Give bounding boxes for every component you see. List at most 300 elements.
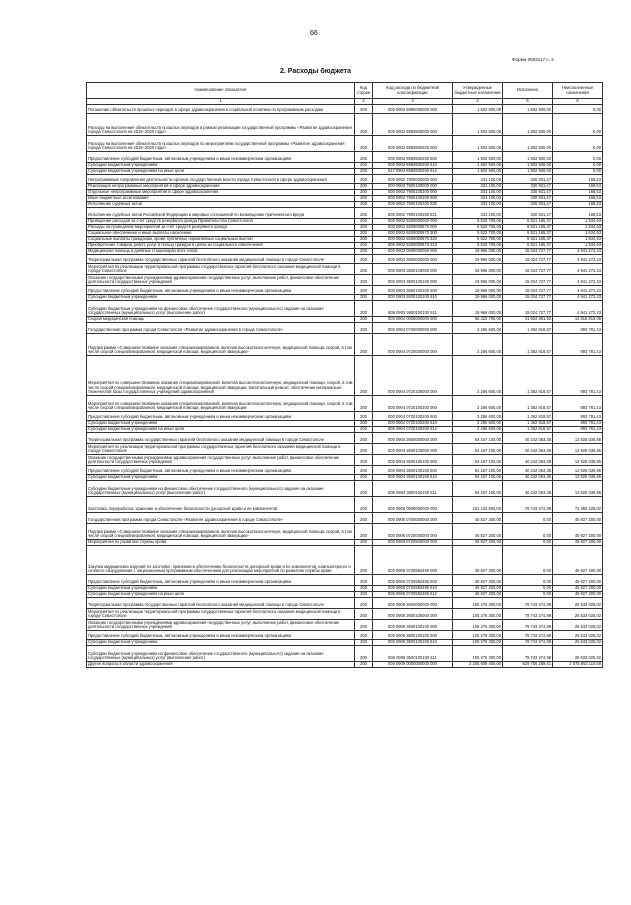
table-row: [87, 105, 603, 114]
row-name: Скорая медицинская помощь: [87, 317, 355, 323]
row-approved: 19 966 000,00: [453, 264, 503, 275]
row-approved: 1 602 500,00: [453, 163, 503, 169]
row-executed: 330 931,47: [503, 184, 553, 190]
table-row: [87, 598, 603, 609]
row-unexecuted: 13 925 036,65: [553, 481, 603, 497]
row-budget-code: 000 0906 0720582490 000: [373, 546, 453, 575]
row-approved: 5 522 700,00: [453, 237, 503, 243]
table-row: [87, 620, 603, 631]
row-budget-code: 806 0904 3600100100 611: [373, 481, 453, 497]
row-budget-code: 806 0906 0720582490 612: [373, 592, 453, 598]
row-executed: 0,00: [503, 540, 553, 546]
table-row: [87, 444, 603, 455]
row-budget-code: 000 0902 9200000000 000: [373, 219, 453, 225]
row-unexecuted: 45 827 200,00: [553, 540, 603, 546]
row-budget-code: 000 0909 0000000000 000: [373, 662, 453, 668]
row-name: Исполнение судебных актов Российской Федерации и мировых соглашений по возмещению причиненного вреда: [87, 208, 355, 219]
row-budget-code: 000 0906 0720582490 610: [373, 586, 453, 592]
row-name: Мероприятия по реализации территориальной программы государственных гарантий бесплатного оказания медицинской помощи в городе Севастополе: [87, 609, 355, 620]
row-line-code: 200: [355, 163, 373, 169]
table-row: [87, 466, 603, 475]
row-unexecuted: 893 781,43: [553, 412, 603, 421]
row-line-code: 200: [355, 286, 373, 295]
row-executed: 15 024 727,77: [503, 286, 553, 295]
row-name: Заготовка, переработка, хранение и обеспечение безопасности донорской крови и ее компонентов: [87, 497, 355, 513]
row-executed: 15 024 727,77: [503, 301, 553, 317]
row-name: Оказание государственными учреждениями здравоохранения государственных услуг, выполнение работ, финансовое обеспечение деятельности государственных учреждений: [87, 620, 355, 631]
row-line-code: 200: [355, 114, 373, 136]
row-budget-code: 000 0902 7900100000 000: [373, 184, 453, 190]
row-approved: 54 167 100,00: [453, 466, 503, 475]
row-budget-code: 000 0904 3600100100 600: [373, 466, 453, 475]
row-line-code: 200: [355, 546, 373, 575]
section-title: 2. Расходы бюджета: [280, 68, 351, 75]
row-name: Оказание государственными учреждениями здравоохранения государственных услуг, выполнение работ, финансовое обеспечение деятельности государственных учреждений: [87, 455, 355, 466]
row-name: Субсидии бюджетным учреждениям: [87, 421, 355, 427]
row-approved: 105 276 300,00: [453, 609, 503, 620]
row-unexecuted: 4 941 272,23: [553, 249, 603, 255]
row-name: Расходы на выполнение обязательств прошлых периодов по мероприятиям государственной программы «Развитие здравоохранения города Севастополя на 2015–2020 годы»: [87, 136, 355, 152]
row-unexecuted: 45 827 200,00: [553, 586, 603, 592]
row-line-code: 200: [355, 466, 373, 475]
row-unexecuted: 1 534,63: [553, 243, 603, 249]
row-approved: 331 100,00: [453, 196, 503, 202]
row-budget-code: 000 0903 3600100000 000: [373, 264, 453, 275]
row-unexecuted: 26 533 025,02: [553, 598, 603, 609]
row-approved: 2 256 600,00: [453, 323, 503, 334]
row-line-code: 200: [355, 421, 373, 427]
row-unexecuted: 26 533 025,02: [553, 620, 603, 631]
row-budget-code: 000 0906 0720582490 600: [373, 575, 453, 586]
table-row: [87, 356, 603, 396]
row-unexecuted: 4 941 272,23: [553, 264, 603, 275]
row-budget-code: 000 0903 3600100100 000: [373, 275, 453, 286]
row-line-code: 200: [355, 175, 373, 184]
row-executed: 0,00: [503, 586, 553, 592]
row-approved: 2 256 600,00: [453, 421, 503, 427]
row-approved: 45 827 200,00: [453, 575, 503, 586]
row-unexecuted: 45 827 200,00: [553, 546, 603, 575]
row-budget-code: 000 0903 3600000000 000: [373, 255, 453, 264]
row-unexecuted: 2 675 853 110,59: [553, 662, 603, 668]
row-name: Подпрограмма «Совершенствование оказания специализированной, включая высокотехнологичную, медицинской помощи, скорой, в том числе скорой специализированной, медицинской помощи, медицинской эвакуации»: [87, 524, 355, 540]
row-name: Погашение обязательств прошлых периодов в сфере здравоохранения и социальной политики по программным расходам: [87, 105, 355, 114]
row-unexecuted: 4 941 272,23: [553, 295, 603, 301]
row-budget-code: 000 0902 6993500000 000: [373, 114, 453, 136]
row-name: Субсидии бюджетным учреждениям: [87, 295, 355, 301]
row-name: Предоставление субсидий бюджетным, автономным учреждениям и иным некоммерческим организациям: [87, 286, 355, 295]
row-approved: 54 167 100,00: [453, 475, 503, 481]
row-approved: 45 827 200,00: [453, 586, 503, 592]
row-budget-code: 806 0903 3600100100 611: [373, 301, 453, 317]
row-executed: 529 756 289,41: [503, 662, 553, 668]
row-budget-code: 000 0902 7900000000 000: [373, 175, 453, 184]
row-unexecuted: 45 827 200,00: [553, 575, 603, 586]
row-unexecuted: 13 925 036,65: [553, 475, 603, 481]
row-line-code: 200: [355, 190, 373, 196]
row-budget-code: 000 0902 6993500200 610: [373, 163, 453, 169]
row-executed: 1 362 818,57: [503, 421, 553, 427]
row-budget-code: 806 0906 3600100100 611: [373, 646, 453, 662]
row-name: Субсидии бюджетным учреждениям: [87, 640, 355, 646]
row-executed: 1 362 818,57: [503, 412, 553, 421]
table-row: [87, 114, 603, 136]
row-approved: 19 966 000,00: [453, 286, 503, 295]
row-name: Социальные выплаты гражданам, кроме публичных нормативных социальных выплат: [87, 237, 355, 243]
row-line-code: 200: [355, 575, 373, 586]
row-unexecuted: 4 941 272,23: [553, 255, 603, 264]
row-budget-code: 000 0902 9200000870 300: [373, 231, 453, 237]
row-budget-code: 806 0902 7900100200 831: [373, 208, 453, 219]
row-unexecuted: 1 534,63: [553, 231, 603, 237]
row-name: Мероприятия по совершенствованию оказания специализированной, включая высокотехнологичную, медицинской помощи, скорой, в том числе скорой специализированной, медицинской помощи, медицинской эвакуации: [87, 396, 355, 412]
row-line-code: 200: [355, 620, 373, 631]
row-unexecuted: 26 533 025,02: [553, 609, 603, 620]
table-row: [87, 631, 603, 640]
table-row: [87, 455, 603, 466]
header-name: Наименование показателя: [87, 83, 355, 99]
row-budget-code: 000 0904 3600100100 000: [373, 455, 453, 466]
row-executed: 78 743 274,98: [503, 609, 553, 620]
row-name: Предоставление субсидий бюджетным, автономным учреждениям и иным некоммерческим организациям: [87, 412, 355, 421]
row-name: Отдельные непрограммные мероприятия в сфере здравоохранения: [87, 190, 355, 196]
row-approved: 331 100,00: [453, 202, 503, 208]
row-name: Мероприятия по реализации территориальной программы государственных гарантий бесплатного оказания медицинской помощи в городе Севастополе: [87, 264, 355, 275]
row-name: Предоставление субсидий бюджетным, автономным учреждениям и иным некоммерческим организациям: [87, 152, 355, 163]
row-line-code: 200: [355, 202, 373, 208]
row-line-code: 200: [355, 433, 373, 444]
row-executed: 5 521 165,37: [503, 219, 553, 225]
row-unexecuted: 0,00: [553, 136, 603, 152]
row-name: Медицинская помощь в дневных стационарах всех типов: [87, 249, 355, 255]
row-unexecuted: 13 925 036,65: [553, 466, 603, 475]
row-unexecuted: 45 827 200,00: [553, 592, 603, 598]
row-unexecuted: 893 781,43: [553, 356, 603, 396]
row-unexecuted: 0,00: [553, 169, 603, 175]
row-budget-code: 000 0906 3600100100 610: [373, 640, 453, 646]
row-line-code: 200: [355, 184, 373, 190]
row-executed: 15 024 727,77: [503, 264, 553, 275]
table-row: [87, 481, 603, 497]
table-row: [87, 546, 603, 575]
row-approved: 1 602 500,00: [453, 105, 503, 114]
row-unexecuted: 26 533 025,02: [553, 640, 603, 646]
row-approved: 2 256 600,00: [453, 427, 503, 433]
row-line-code: 200: [355, 317, 373, 323]
row-line-code: 200: [355, 219, 373, 225]
row-budget-code: 000 0906 3600000000 000: [373, 598, 453, 609]
row-executed: 40 242 063,35: [503, 455, 553, 466]
row-line-code: 200: [355, 646, 373, 662]
table-row: [87, 497, 603, 513]
row-name: Расходы на проведение мероприятий за счет средств резервного фонда: [87, 225, 355, 231]
row-approved: 19 966 000,00: [453, 301, 503, 317]
row-name: Оказание государственными учреждениями здравоохранения государственных услуг, выполнение работ, финансовое обеспечение деятельности государственных учреждений: [87, 275, 355, 286]
row-unexecuted: 893 781,43: [553, 396, 603, 412]
row-unexecuted: 893 781,43: [553, 323, 603, 334]
row-executed: 1 602 500,00: [503, 105, 553, 114]
row-approved: 54 167 100,00: [453, 444, 503, 455]
row-executed: 1 362 818,57: [503, 427, 553, 433]
row-budget-code: 000 0906 0700000000 000: [373, 513, 453, 524]
row-executed: 1 602 500,00: [503, 169, 553, 175]
row-unexecuted: 168,53: [553, 196, 603, 202]
row-approved: 105 276 300,00: [453, 640, 503, 646]
row-budget-code: 000 0902 6990000000 000: [373, 105, 453, 114]
table-row: [87, 513, 603, 524]
row-line-code: 200: [355, 497, 373, 513]
row-line-code: 200: [355, 412, 373, 421]
row-executed: 78 743 274,98: [503, 598, 553, 609]
row-line-code: 200: [355, 208, 373, 219]
row-name: Субсидии бюджетным учреждениям на иные цели: [87, 169, 355, 175]
row-name: Предоставление субсидий бюджетным, автономным учреждениям и иным некоммерческим организациям: [87, 466, 355, 475]
row-budget-code: 000 0903 0000000000 000: [373, 249, 453, 255]
index-cell: 1: [87, 99, 355, 105]
row-line-code: 200: [355, 275, 373, 286]
row-budget-code: 000 0904 0720100200 000: [373, 396, 453, 412]
row-unexecuted: 13 925 036,65: [553, 444, 603, 455]
table-row: [87, 524, 603, 540]
row-name: Субсидии бюджетным учреждениям: [87, 475, 355, 481]
row-executed: 330 931,47: [503, 175, 553, 184]
row-name: Подпрограмма «Совершенствование оказания специализированной, включая высокотехнологичную, медицинской помощи, скорой, в том числе скорой специализированной, медицинской помощи, медицинской эвакуации»: [87, 334, 355, 356]
row-line-code: 200: [355, 609, 373, 620]
row-unexecuted: 26 533 025,02: [553, 631, 603, 640]
row-executed: 0,00: [503, 513, 553, 524]
row-unexecuted: 893 781,43: [553, 427, 603, 433]
row-unexecuted: 168,53: [553, 190, 603, 196]
row-line-code: 200: [355, 586, 373, 592]
row-executed: 15 024 727,77: [503, 295, 553, 301]
row-unexecuted: 45 827 200,00: [553, 513, 603, 524]
row-executed: 5 521 165,37: [503, 237, 553, 243]
row-budget-code: 000 0906 0720500000 000: [373, 540, 453, 546]
row-executed: 40 242 063,35: [503, 481, 553, 497]
row-name: Субсидии бюджетным учреждениям на иные цели: [87, 592, 355, 598]
row-budget-code: 000 0903 3600100100 600: [373, 286, 453, 295]
row-unexecuted: 13 925 036,65: [553, 433, 603, 444]
row-executed: 1 362 818,57: [503, 356, 553, 396]
row-budget-code: 000 0906 3600100000 000: [373, 609, 453, 620]
row-approved: 45 827 200,00: [453, 592, 503, 598]
row-budget-code: 000 0904 0720000000 000: [373, 334, 453, 356]
table-row: [87, 662, 603, 668]
row-name: Субсидии бюджетным учреждениям на иные цели: [87, 427, 355, 433]
row-name: Проведение расходов за счет средств резервного фонда Правительства Севастополя: [87, 219, 355, 225]
row-unexecuted: 893 781,43: [553, 334, 603, 356]
row-approved: 2 256 600,00: [453, 356, 503, 396]
row-unexecuted: 0,00: [553, 163, 603, 169]
row-name: Государственная программа города Севастополя «Развитие здравоохранения в городе Севастополе»: [87, 323, 355, 334]
row-budget-code: 000 0906 3600100100 000: [373, 620, 453, 631]
table-row: [87, 334, 603, 356]
row-line-code: 200: [355, 295, 373, 301]
row-approved: 54 167 100,00: [453, 481, 503, 497]
row-unexecuted: 168,53: [553, 202, 603, 208]
row-unexecuted: 4 941 272,23: [553, 301, 603, 317]
row-line-code: 200: [355, 455, 373, 466]
row-approved: 1 602 500,00: [453, 136, 503, 152]
row-approved: 3 205 609 400,00: [453, 662, 503, 668]
row-name: Расходы на выполнение обязательств прошлых периодов в рамках реализации государственной программы «Развитие здравоохранения города Севастополя на 2015–2020 годы»: [87, 114, 355, 136]
row-budget-code: 000 0902 6993500200 600: [373, 152, 453, 163]
row-line-code: 200: [355, 136, 373, 152]
row-executed: 78 743 274,98: [503, 497, 553, 513]
row-executed: 78 743 274,98: [503, 631, 553, 640]
row-line-code: 200: [355, 105, 373, 114]
row-name: Закупка медицинских изделий по заготовке, хранению и обеспечению безопасности донорской крови и ее компонентов, компьютерного и сетевого оборудования с лицензионным программным обеспечением для реализации мероприятий по развитию службы крови: [87, 546, 355, 575]
row-executed: 330 931,47: [503, 208, 553, 219]
row-line-code: 200: [355, 640, 373, 646]
row-approved: 45 827 200,00: [453, 524, 503, 540]
row-name: Субсидии бюджетным учреждениям: [87, 586, 355, 592]
row-unexecuted: 13 925 036,65: [553, 455, 603, 466]
row-line-code: 200: [355, 249, 373, 255]
row-name: Предоставление субсидий бюджетным, автономным учреждениям и иным некоммерческим организациям: [87, 575, 355, 586]
row-name: Субсидии бюджетным учреждениям: [87, 163, 355, 169]
table-row: [87, 396, 603, 412]
row-budget-code: 000 0902 6993500200 000: [373, 136, 453, 152]
row-unexecuted: 4 941 272,23: [553, 286, 603, 295]
row-name: Непрограммные направления деятельности органов государственной власти города Севастополя в сфере здравоохранения: [87, 175, 355, 184]
row-executed: 1 362 818,57: [503, 334, 553, 356]
row-executed: 5 521 165,37: [503, 231, 553, 237]
row-approved: 151 103 500,00: [453, 497, 503, 513]
row-executed: 1 602 500,00: [503, 114, 553, 136]
row-executed: 5 521 165,37: [503, 225, 553, 231]
row-line-code: 200: [355, 475, 373, 481]
index-cell: 4: [453, 99, 503, 105]
row-approved: 5 522 700,00: [453, 219, 503, 225]
row-budget-code: 000 0904 0700000000 000: [373, 323, 453, 334]
row-approved: 5 522 700,00: [453, 243, 503, 249]
row-approved: 331 100,00: [453, 175, 503, 184]
row-approved: 2 256 600,00: [453, 412, 503, 421]
table-header-row: [87, 83, 603, 99]
row-executed: 1 602 500,00: [503, 136, 553, 152]
row-unexecuted: 1 534,63: [553, 237, 603, 243]
row-unexecuted: 0,00: [553, 105, 603, 114]
header-budget-code: Код расхода по бюджетной классификации: [373, 83, 453, 99]
row-budget-code: 000 0906 3600100100 600: [373, 631, 453, 640]
row-approved: 19 966 000,00: [453, 255, 503, 264]
row-unexecuted: 45 827 200,00: [553, 524, 603, 540]
row-budget-code: 000 0902 9200000870 000: [373, 225, 453, 231]
row-line-code: 200: [355, 513, 373, 524]
row-approved: 19 966 000,00: [453, 295, 503, 301]
table-row: [87, 301, 603, 317]
row-line-code: 200: [355, 243, 373, 249]
row-executed: 0,00: [503, 524, 553, 540]
row-executed: 0,00: [503, 575, 553, 586]
row-executed: 40 242 063,35: [503, 466, 553, 475]
row-approved: 19 966 000,00: [453, 275, 503, 286]
table-row: [87, 286, 603, 295]
row-line-code: 200: [355, 231, 373, 237]
row-line-code: 200: [355, 598, 373, 609]
row-name: Территориальная программа государственных гарантий бесплатного оказания медицинской помощи в городе Севастополе: [87, 255, 355, 264]
row-name: Приобретение товаров, работ, услуг в пользу граждан в целях их социального обеспечения: [87, 243, 355, 249]
row-budget-code: 000 0904 0720100200 600: [373, 412, 453, 421]
table-row: [87, 255, 603, 264]
row-line-code: 200: [355, 592, 373, 598]
row-executed: 78 743 274,98: [503, 640, 553, 646]
row-approved: 19 966 000,00: [453, 249, 503, 255]
row-line-code: 200: [355, 264, 373, 275]
table-row: [87, 412, 603, 421]
row-approved: 331 100,00: [453, 208, 503, 219]
row-approved: 2 256 600,00: [453, 334, 503, 356]
row-name: Территориальная программа государственных гарантий бесплатного оказания медицинской помощи в городе Севастополе: [87, 433, 355, 444]
index-cell: 5: [503, 99, 553, 105]
row-budget-code: 000 0904 3600100100 610: [373, 475, 453, 481]
row-name: Мероприятия по реализации территориальной программы государственных гарантий бесплатного оказания медицинской помощи в городе Севастополе: [87, 444, 355, 455]
row-executed: 78 743 274,98: [503, 620, 553, 631]
row-unexecuted: 26 533 025,02: [553, 646, 603, 662]
row-name: Субсидии бюджетным учреждениям на финансовое обеспечение государственного (муниципального) задания на оказание государственных (муниципальных) услуг (выполнение работ): [87, 301, 355, 317]
table-row: [87, 175, 603, 184]
row-executed: 1 602 500,00: [503, 152, 553, 163]
row-budget-code: 806 0902 9200000870 323: [373, 243, 453, 249]
row-unexecuted: 1 534,63: [553, 219, 603, 225]
row-name: Мероприятия по совершенствованию оказания специализированной, включая высокотехнологичную, медицинской помощи, скорой, в том числе скорой специализированной, медицинской помощи, медицинской эвакуации. Капитальный ремонт, обеспечение материально-технической базы государственных учреждений здравоохранения: [87, 356, 355, 396]
row-budget-code: 000 0902 7900100200 830: [373, 202, 453, 208]
row-executed: 330 931,47: [503, 196, 553, 202]
row-approved: 54 167 100,00: [453, 455, 503, 466]
row-executed: 1 362 818,57: [503, 323, 553, 334]
table-row: [87, 609, 603, 620]
row-budget-code: 000 0903 3600100100 610: [373, 295, 453, 301]
row-unexecuted: 168,53: [553, 175, 603, 184]
row-executed: 330 931,47: [503, 202, 553, 208]
row-executed: 0,00: [503, 546, 553, 575]
row-executed: 5 521 165,37: [503, 243, 553, 249]
row-budget-code: 000 0902 7900100200 800: [373, 196, 453, 202]
row-approved: 331 100,00: [453, 190, 503, 196]
header-unexecuted: Неисполненные назначения: [553, 83, 603, 99]
row-executed: 1 362 818,57: [503, 396, 553, 412]
row-unexecuted: 0,00: [553, 114, 603, 136]
row-budget-code: 000 0904 3600100000 000: [373, 444, 453, 455]
table-row: [87, 646, 603, 662]
row-executed: 40 242 063,35: [503, 433, 553, 444]
row-line-code: 200: [355, 169, 373, 175]
row-line-code: 200: [355, 323, 373, 334]
row-approved: 45 827 200,00: [453, 546, 503, 575]
header-approved: Утвержденные бюджетные назначения: [453, 83, 503, 99]
table-row: [87, 136, 603, 152]
row-line-code: 200: [355, 255, 373, 264]
row-line-code: 200: [355, 356, 373, 396]
row-name: Другие вопросы в области здравоохранения: [87, 662, 355, 668]
row-approved: 105 276 300,00: [453, 631, 503, 640]
table-row: [87, 433, 603, 444]
header-line-code: Код строки: [355, 83, 373, 99]
row-unexecuted: 4 941 272,23: [553, 275, 603, 286]
row-executed: 15 024 727,77: [503, 275, 553, 286]
row-executed: 1 602 500,00: [503, 163, 553, 169]
row-budget-code: 000 0904 0720100200 610: [373, 421, 453, 427]
row-line-code: 200: [355, 237, 373, 243]
row-line-code: 200: [355, 396, 373, 412]
index-cell: 3: [373, 99, 453, 105]
row-executed: 40 242 063,35: [503, 475, 553, 481]
row-approved: 2 256 600,00: [453, 396, 503, 412]
row-name: Мероприятия по развитию службы крови: [87, 540, 355, 546]
row-approved: 1 602 500,00: [453, 114, 503, 136]
row-budget-code: 000 0904 0720100000 000: [373, 356, 453, 396]
